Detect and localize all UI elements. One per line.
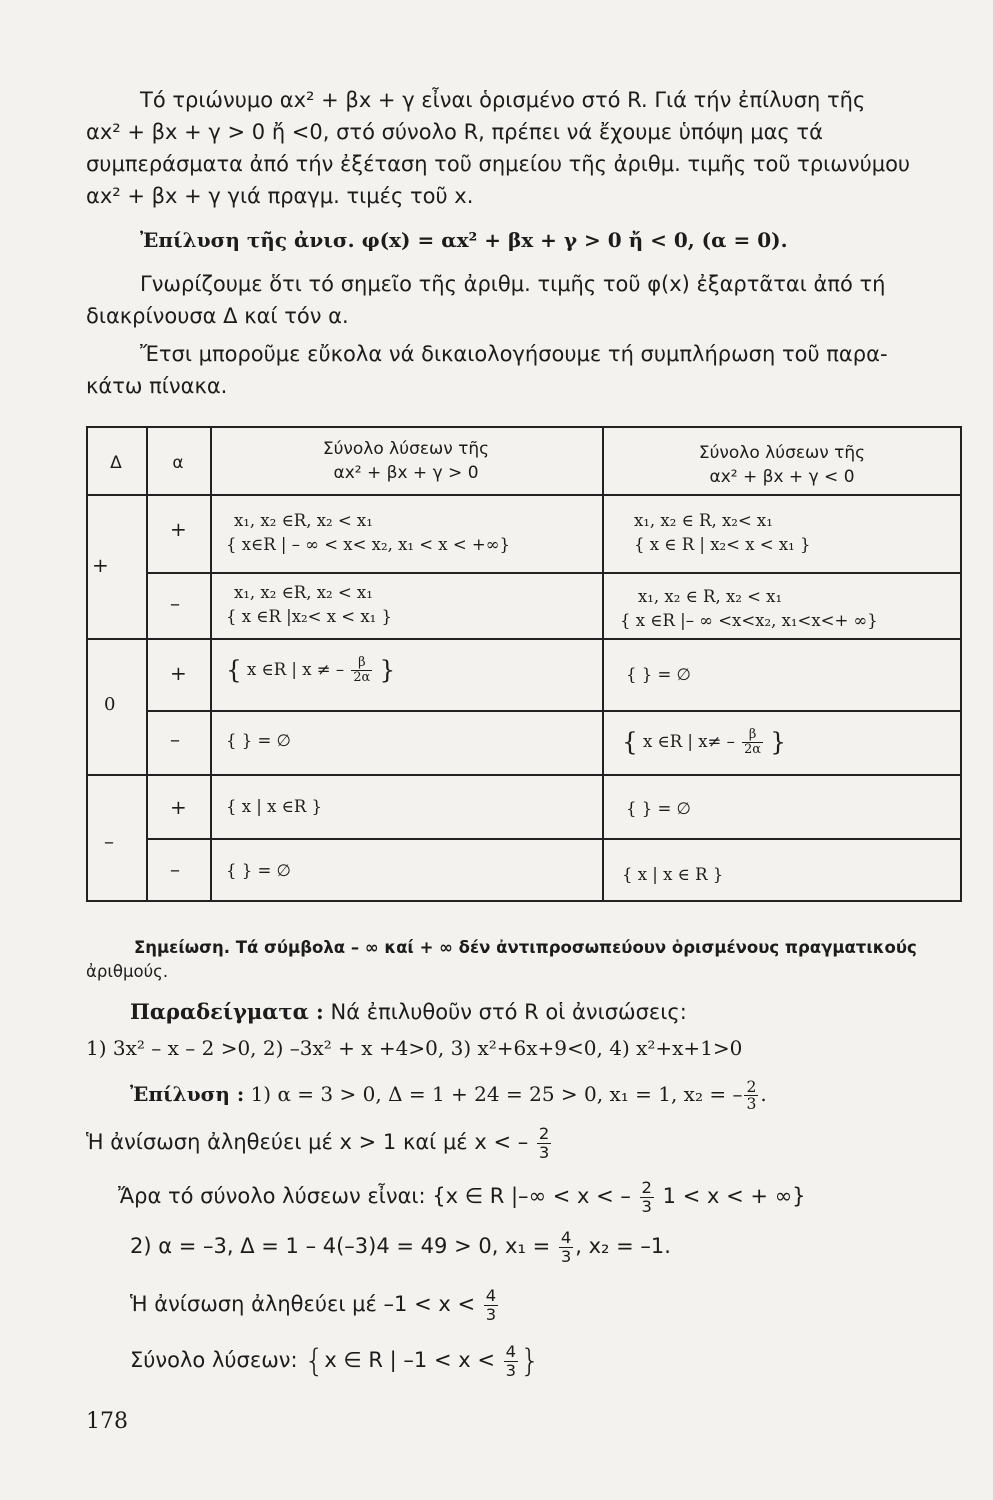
s2-num: 4 (560, 1228, 572, 1248)
delta-positive: + (92, 553, 109, 577)
solution-label: Ἐπίλυση : (130, 1082, 245, 1106)
r2-lt-a: x₁, x₂ ∈ R, x₂ < x₁ (638, 587, 783, 606)
r3-gt: { x ∈R | x ≠ – $\frac{\beta}{2\alpha}$ } (226, 655, 396, 685)
header-lt-line2: αx² + βx + γ < 0 (709, 467, 855, 487)
therefore-text: Ἄρα τό σύνολο λύσεων εἶναι: {x ∈ R |–∞ < x < – (118, 1184, 631, 1208)
r6-lt: { x | x ∈ R } (622, 865, 724, 884)
r2-lt-b: { x ∈R |– ∞ <x<x₂, x₁<x<+ ∞} (620, 611, 878, 630)
s2-den: 3 (560, 1246, 572, 1266)
solution-2 (130, 1226, 671, 1266)
solution-1 (130, 1074, 767, 1114)
r4-lt-den: 2α (744, 742, 761, 757)
r1-lt-a: x₁, x₂ ∈ R, x₂< x₁ (634, 511, 773, 530)
para3-line1: Ἔτσι μποροῦμε εὔκολα νά δικαιολογήσουμε τή συμπλήρωση τοῦ παρα- (140, 342, 888, 366)
true2-den: 3 (485, 1304, 497, 1324)
true-for-num: 2 (538, 1124, 550, 1144)
para2-line1: Γνωρίζουμε ὅτι τό σημεῖο τῆς ἀριθμ. τιμῆς τοῦ φ(x) ἐξαρτᾶται ἀπό τή (140, 272, 886, 296)
s1-den: 3 (746, 1095, 757, 1113)
r4-alpha: – (170, 727, 180, 751)
r1-gt-a: x₁, x₂ ∈R, x₂ < x₁ (234, 511, 373, 530)
s1-num: 2 (746, 1077, 757, 1096)
r3-gt-num: β (351, 656, 372, 671)
r3-alpha: + (170, 661, 187, 685)
r2-gt-a: x₁, x₂ ∈R, x₂ < x₁ (234, 583, 373, 602)
r4-gt: { } = ∅ (226, 731, 291, 750)
header-alpha: α (172, 453, 184, 473)
true2-num: 4 (485, 1286, 497, 1306)
r1-gt-b: { x∈R | – ∞ < x< x₂, x₁ < x < +∞} (226, 535, 510, 554)
r4-lt-text: x ∈R | x≠ – (643, 732, 735, 751)
examples-label: Παραδείγματα : (130, 999, 324, 1024)
note-text: Σημείωση. Τά σύμβολα – ∞ καί + ∞ δέν ἀντιπροσωπεύουν ὁρισμένους πραγματικούς (134, 938, 917, 957)
r6-gt: { } = ∅ (226, 861, 291, 880)
section-heading: Ἐπίλυση τῆς ἀνισ. φ(x) = αx² + βx + γ > 0 ἤ < 0, (α = 0). (140, 228, 788, 252)
r5-alpha: + (170, 795, 187, 819)
therefore-den: 3 (641, 1196, 652, 1216)
true2-line (130, 1284, 500, 1324)
delta-zero: 0 (104, 694, 116, 715)
r5-lt: { } = ∅ (626, 799, 691, 818)
page-number: 178 (86, 1409, 128, 1434)
r4-lt: { x ∈R | x≠ – $\frac{\beta}{2\alpha}$ } (622, 727, 786, 757)
solution-set-line: Σύνολο λύσεων: {x ∈ R | –1 < x < $\frac{4}{3}$ } (130, 1342, 541, 1380)
para1-line3: συμπεράσματα ἀπό τήν ἐξέταση τοῦ σημείου τῆς ἀριθμ. τιμῆς τοῦ τριωνύμου (86, 152, 911, 176)
r1-alpha: + (170, 517, 187, 541)
solution-1-text: 1) α = 3 > 0, Δ = 1 + 24 = 25 > 0, x₁ = 1, x₂ = – (250, 1082, 743, 1106)
para3-line2: κάτω πίνακα. (86, 374, 228, 398)
para1-line4: αx² + βx + γ γιά πραγμ. τιμές τοῦ x. (86, 184, 474, 208)
s2-post: , x₂ = –1. (575, 1234, 671, 1258)
para1-line1: Τό τριώνυμο αx² + βx + γ εἶναι ὁρισμένο στό R. Γιά τήν ἐπίλυση τῆς (140, 88, 866, 112)
examples-intro: Νά ἐπιλυθοῦν στό R οἱ ἀνισώσεις: (330, 1000, 687, 1024)
r5-gt: { x | x ∈R } (226, 797, 323, 816)
r3-lt: { } = ∅ (626, 665, 691, 684)
para2-line2: διακρίνουσα Δ καί τόν α. (86, 304, 349, 328)
r2-gt-b: { x ∈R |x₂< x < x₁ } (226, 607, 393, 626)
s1-end: . (760, 1082, 767, 1106)
r4-lt-num: β (742, 728, 763, 743)
header-lt-line1: Σύνολο λύσεων τῆς (698, 443, 866, 463)
examples-list: 1) 3x² – x – 2 >0, 2) –3x² + x +4>0, 3) x²+6x+9<0, 4) x²+x+1>0 (86, 1036, 743, 1060)
r6-alpha: – (170, 857, 180, 881)
set-den: 3 (505, 1360, 517, 1380)
set-num: 4 (505, 1342, 517, 1362)
delta-negative: – (104, 829, 114, 853)
true-for-den: 3 (538, 1142, 550, 1162)
set-label: Σύνολο λύσεων: (130, 1348, 298, 1372)
r1-lt-b: { x ∈ R | x₂< x < x₁ } (634, 535, 811, 554)
header-delta: Δ (110, 453, 122, 473)
r3-gt-text: x ∈R | x ≠ – (247, 660, 345, 679)
therefore-num: 2 (641, 1178, 652, 1198)
header-gt-line1: Σύνολο λύσεων τῆς (322, 439, 490, 459)
header-gt-line2: αx² + βx + γ > 0 (333, 463, 479, 483)
para1-line2: αx² + βx + γ > 0 ἤ <0, στό σύνολο R, πρέπει νά ἔχουμε ὑπόψη μας τά (86, 120, 823, 144)
note-line1 (134, 934, 917, 962)
true-for-line (86, 1122, 553, 1162)
therefore-post: 1 < x < + ∞} (662, 1184, 806, 1208)
true-for-text: Ἡ ἀνίσωση ἀληθεύει μέ x > 1 καί μέ x < – (86, 1130, 529, 1154)
s2-text: 2) α = –3, Δ = 1 – 4(–3)4 = 49 > 0, x₁ = (130, 1234, 551, 1258)
r2-alpha: – (170, 591, 180, 615)
therefore-line (118, 1176, 805, 1216)
note-line2: ἀριθμούς. (86, 962, 169, 981)
examples-heading (130, 998, 687, 1026)
r3-gt-den: 2α (353, 670, 371, 685)
true2-text: Ἡ ἀνίσωση ἀληθεύει μέ –1 < x < (130, 1292, 476, 1316)
solution-table (86, 426, 962, 902)
set-text: x ∈ R | –1 < x < (324, 1348, 495, 1372)
